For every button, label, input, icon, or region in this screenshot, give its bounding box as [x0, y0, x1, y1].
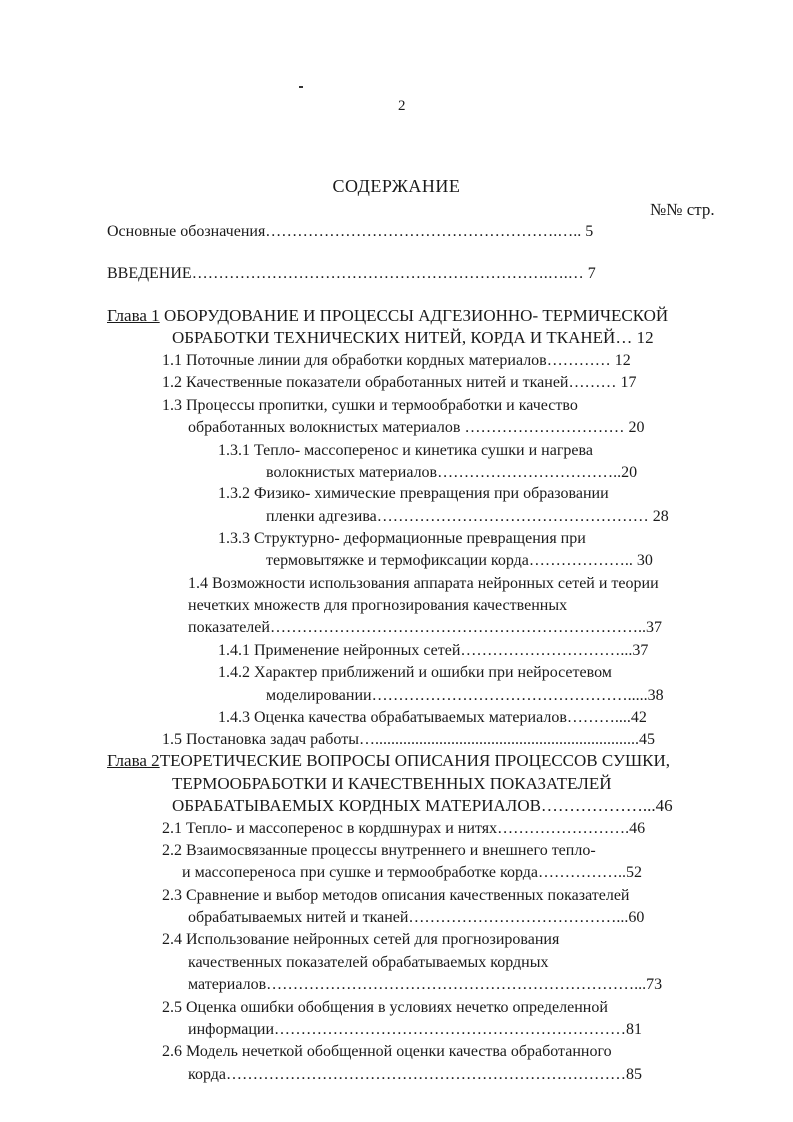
toc-line-text: 1.4.3 Оценка качества обрабатываемых материалов………....42	[218, 709, 647, 726]
toc-line-text: 1.3.2 Физико- химические превращения при образовании	[218, 485, 609, 502]
chapter-label: Глава 1	[107, 306, 160, 325]
toc-line-text: качественных показателей обрабатываемых кордных	[188, 954, 549, 971]
toc-line	[266, 507, 669, 527]
page-mark	[299, 86, 303, 88]
toc-line-text: термовытяжке и термофиксации корда……………….. 30	[266, 552, 653, 569]
toc-line-text: пленки адгезива…………………………………………… 28	[266, 508, 669, 525]
toc-line	[172, 796, 673, 816]
toc-line-text: ОБОРУДОВАНИЕ И ПРОЦЕССЫ АДГЕЗИОННО- ТЕРМИЧЕСКОЙ	[159, 306, 669, 325]
toc-line-text: 1.2 Качественные показатели обработанных нитей и тканей……… 17	[162, 374, 637, 391]
toc-line	[107, 222, 593, 242]
toc-line	[182, 863, 642, 883]
pages-column-header: №№ стр.	[650, 200, 715, 219]
toc-line	[172, 328, 654, 348]
toc-line-text: 1.4 Возможности использования аппарата нейронных сетей и теории	[188, 575, 659, 592]
toc-line-text: ВВЕДЕНИЕ………………………………………………………….….… 7	[107, 265, 596, 282]
toc-line-text: корда…………………………………………………………………85	[188, 1066, 642, 1083]
toc-line-text: и массопереноса при сушке и термообработке корда……………..52	[182, 864, 642, 881]
toc-line-text: 2.6 Модель нечеткой обобщенной оценки качества обработанного	[162, 1043, 612, 1060]
toc-line-text: 1.3.1 Тепло- массоперенос и кинетика сушки и нагрева	[218, 442, 593, 459]
toc-line	[266, 686, 664, 706]
toc-line	[218, 484, 609, 504]
toc-line-text: 2.3 Сравнение и выбор методов описания качественных показателей	[162, 887, 630, 904]
toc-line	[107, 264, 596, 284]
toc-line-text: показателей……………………………………………………………..37	[188, 619, 662, 636]
toc-line	[172, 774, 612, 794]
document-title: СОДЕРЖАНИЕ	[332, 176, 461, 196]
toc-line	[188, 953, 548, 973]
toc-line	[266, 463, 637, 483]
toc-line	[188, 618, 662, 638]
toc-line-text: ОБРАБОТКИ ТЕХНИЧЕСКИХ НИТЕЙ, КОРДА И ТКАНЕЙ… 12	[172, 328, 654, 347]
toc-line-text: 2.1 Тепло- и массоперенос в кордшнурах и нитях…………………….46	[162, 820, 646, 837]
toc-line-chapter	[107, 751, 670, 771]
toc-line	[162, 819, 645, 839]
toc-line-text: Основные обозначения……………………………………………….….. 5	[107, 223, 594, 240]
toc-line	[218, 441, 593, 461]
toc-line-text: 1.3 Процессы пропитки, сушки и термообработки и качество	[162, 397, 578, 414]
toc-line	[162, 396, 578, 416]
toc-line	[162, 998, 608, 1018]
toc-line	[162, 1042, 612, 1062]
toc-line-text: 1.3.3 Структурно- деформационные превращения при	[218, 530, 586, 547]
toc-line	[188, 1020, 642, 1040]
toc-line-text: ОБРАБАТЫВАЕМЫХ КОРДНЫХ МАТЕРИАЛОВ………………...46	[172, 796, 673, 815]
toc-line-text: обрабатываемых нитей и тканей…………………………………...60	[188, 909, 645, 926]
toc-line	[218, 529, 586, 549]
toc-line-text: нечетких множеств для прогнозирования качественных	[188, 597, 568, 614]
toc-line	[218, 708, 647, 728]
toc-line	[188, 574, 659, 594]
toc-line	[162, 886, 630, 906]
toc-line	[188, 418, 644, 438]
toc-line-text: 1.4.1 Применение нейронных сетей…………………………...37	[218, 642, 649, 659]
toc-line	[218, 641, 648, 661]
toc-line	[188, 908, 644, 928]
toc-line-chapter	[107, 306, 668, 326]
toc-line	[188, 975, 662, 995]
toc-line-text: материалов……………………………………………………………...73	[188, 976, 663, 993]
toc-line	[162, 730, 655, 750]
toc-line-text: 2.5 Оценка ошибки обобщения в условиях нечетко определенной	[162, 999, 608, 1016]
toc-line	[162, 841, 596, 861]
toc-line-text: ТЕОРЕТИЧЕСКИЕ ВОПРОСЫ ОПИСАНИЯ ПРОЦЕССОВ СУШКИ,	[159, 751, 671, 770]
toc-line-text: 2.4 Использование нейронных сетей для прогнозирования	[162, 931, 560, 948]
toc-line	[266, 551, 653, 571]
toc-line	[162, 930, 559, 950]
toc-line	[188, 596, 567, 616]
page-number: 2	[398, 98, 406, 114]
toc-line-text: 2.2 Взаимосвязанные процессы внутреннего и внешнего тепло-	[162, 842, 596, 859]
toc-line-text: ТЕРМООБРАБОТКИ И КАЧЕСТВЕННЫХ ПОКАЗАТЕЛЕЙ	[172, 774, 612, 793]
toc-line	[218, 663, 612, 683]
toc-line-text: 1.4.2 Характер приближений и ошибки при нейросетевом	[218, 664, 612, 681]
toc-line-text: обработанных волокнистых материалов ………………………… 20	[188, 419, 645, 436]
toc-line	[162, 351, 631, 371]
toc-line	[188, 1065, 642, 1085]
toc-line-text: информации…………………………………………………………81	[188, 1021, 643, 1038]
toc-line-text: волокнистых материалов……………………………..20	[266, 464, 638, 481]
toc-line-text: 1.1 Поточные линии для обработки кордных материалов………… 12	[162, 352, 631, 369]
toc-line-text: 1.5 Постановка задач работы…..................................................................45	[162, 731, 655, 748]
toc-line	[162, 373, 636, 393]
toc-line-text: моделировании………………………………………….....38	[266, 687, 664, 704]
chapter-label: Глава 2	[107, 751, 160, 770]
